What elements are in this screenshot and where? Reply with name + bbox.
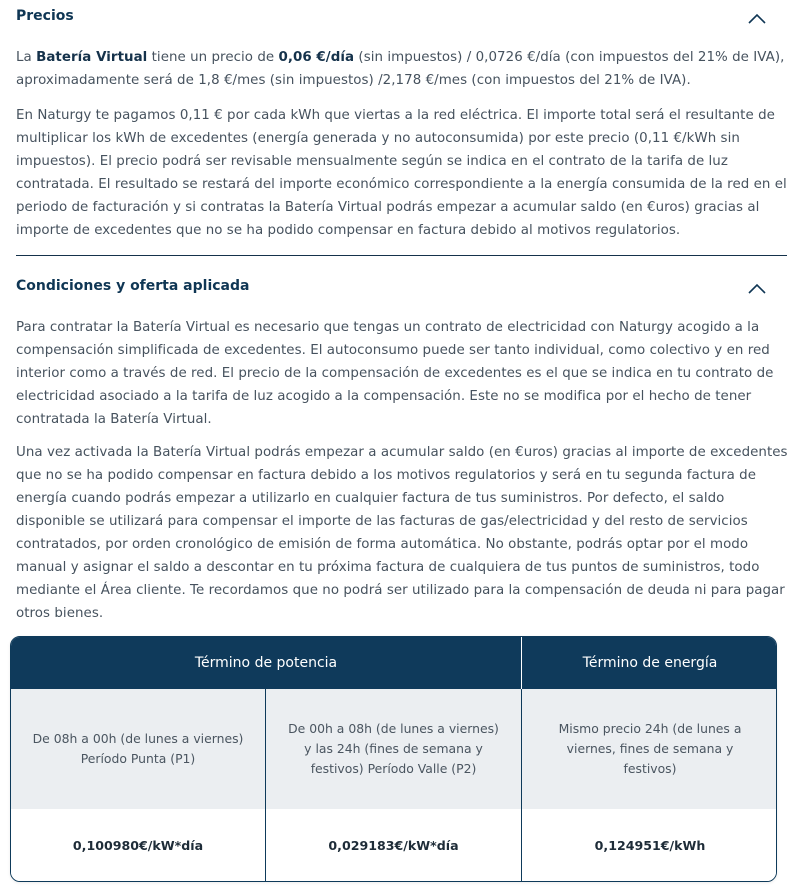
section-divider — [16, 255, 787, 256]
header-termino-energia: Término de energía — [521, 637, 777, 689]
periodo-punta-price: 0,100980€/kW*día — [72, 838, 204, 853]
periodo-punta-desc: De 08h a 00h (de lunes a viernes) Período Punta (P1) — [32, 731, 244, 766]
chevron-up-icon[interactable] — [747, 12, 767, 26]
energia-desc: Mismo precio 24h (de lunes a viernes, fines de semana y festivos) — [521, 689, 777, 809]
periodo-valle-price: 0,029183€/kW*día — [265, 809, 521, 882]
price-bold: 0,06 €/día — [278, 50, 355, 65]
table-row — [11, 689, 777, 809]
energia-price: 0,124951€/kWh — [521, 809, 777, 882]
precios-paragraph-1: La Batería Virtual tiene un precio de 0,06 €/día (sin impuestos) / 0,0726 €/día (con impuestos del 21% de IVA), aproximadamente será de 1,8 €/mes (sin impuestos) /2,178 €/mes (con impuestos del 21% de IVA). — [16, 50, 785, 88]
precios-title: Precios — [16, 8, 74, 24]
condiciones-paragraph-2: Una vez activada la Batería Virtual podrás empezar a acumular saldo (en €uros) gracias al importe de excedentes que no se ha podido compensar en factura debido a los motivos regulatorios y será en tu segunda factura de energía cuando podrás empezar a utilizarlo en cualquier factura de tus suministros. Por defecto, el saldo disponible se utilizará para compensar el importe de las facturas de gas/electricidad y del resto de servicios contratados, por orden cronológico de emisión de forma automática. No obstante, podrás optar por el modo manual y asignar el saldo a descontar en tu próxima factura de cualquiera de tus puntos de suministros, todo mediante el Área cliente. Te recordamos que no podrá ser utilizado para la compensación de deuda ni para pagar otros bienes. — [16, 445, 788, 621]
condiciones-accordion-header[interactable] — [16, 278, 787, 308]
condiciones-paragraph-1: Para contratar la Batería Virtual es necesario que tengas un contrato de electricidad con Naturgy acogido a la compensación simplificada de excedentes. El autoconsumo puede ser tanto individual, como colectivo y en red interior como a través de red. El precio de la compensación de excedentes es el que se indica en tu contrato de electricidad asociado a la tarifa de luz acogido a la compensación. Este no se modifica por el hecho de tener contratada la Batería Virtual. — [16, 320, 774, 427]
precios-paragraph-2: En Naturgy te pagamos 0,11 € por cada kWh que viertas a la red eléctrica. El importe total será el resultante de multiplicar los kWh de excedentes (energía generada y no autoconsumida) por este precio (0,11 €/kWh sin impuestos). El precio podrá ser revisable mensualmente según se indica en el contrato de la tarifa de luz contratada. El resultado se restará del importe económico correspondiente a la energía consumida de la red en el periodo de facturación y si contratas la Batería Virtual podrás empezar a acumular saldo (en €uros) gracias al importe de excedentes que no se ha podido compensar en factura debido al motivos regulatorios. — [16, 108, 787, 238]
price-table — [10, 636, 777, 882]
table-row — [11, 809, 777, 882]
bateria-virtual-bold: Batería Virtual — [36, 50, 148, 65]
periodo-valle-desc: De 00h a 08h (de lunes a viernes) y las 24h (fines de semana y festivos) Período Valle (P2) — [265, 689, 521, 809]
header-termino-potencia: Término de potencia — [194, 655, 338, 671]
table-header — [11, 637, 777, 689]
chevron-up-icon[interactable] — [747, 282, 767, 296]
precios-accordion-header[interactable] — [16, 8, 787, 38]
condiciones-title: Condiciones y oferta aplicada — [16, 278, 250, 294]
